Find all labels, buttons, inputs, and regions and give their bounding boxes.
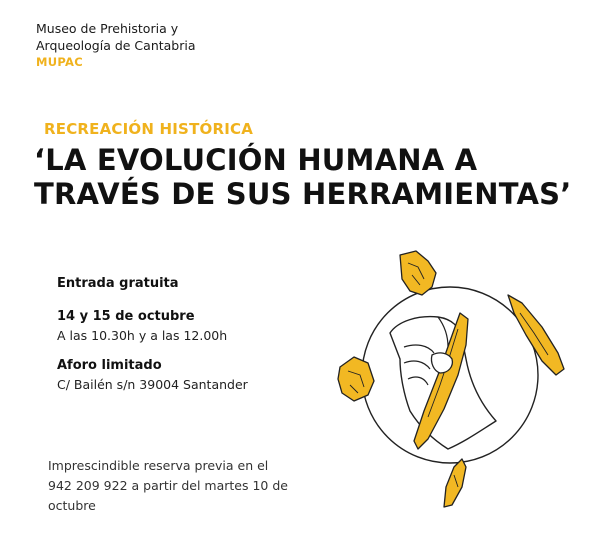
museum-name-line1: Museo de Prehistoria y	[36, 21, 179, 36]
event-title	[34, 143, 604, 211]
stone-flake-left-icon	[338, 357, 374, 401]
museum-name	[36, 20, 196, 71]
booking-note	[48, 456, 318, 516]
hand-holding-stone-tool-icon	[320, 235, 611, 533]
booking-note-line1: Imprescindible reserva previa en el	[48, 458, 269, 473]
thumb-icon	[431, 353, 452, 373]
event-title-line1: ‘LA EVOLUCIÓN HUMANA A	[34, 143, 478, 177]
booking-note-line3: octubre	[48, 498, 96, 513]
entry-label: Entrada gratuita	[57, 276, 179, 291]
museum-name-line2: Arqueología de Cantabria	[36, 38, 196, 53]
address-text: C/ Bailén s/n 39004 Santander	[57, 377, 248, 392]
stone-flake-top-icon	[400, 251, 436, 295]
capacity-label: Aforo limitado	[57, 358, 162, 373]
times-text: A las 10.30h y a las 12.00h	[57, 328, 228, 343]
dates-label: 14 y 15 de octubre	[57, 309, 195, 324]
booking-note-line2: 942 209 922 a partir del martes 10 de	[48, 478, 288, 493]
museum-acronym: MUPAC	[36, 55, 83, 69]
stone-blade-right-icon	[508, 295, 564, 375]
event-kicker: RECREACIÓN HISTÓRICA	[44, 120, 253, 138]
stone-flake-bottom-icon	[444, 459, 466, 507]
event-title-line2: TRAVÉS DE SUS HERRAMIENTAS’	[34, 177, 572, 211]
